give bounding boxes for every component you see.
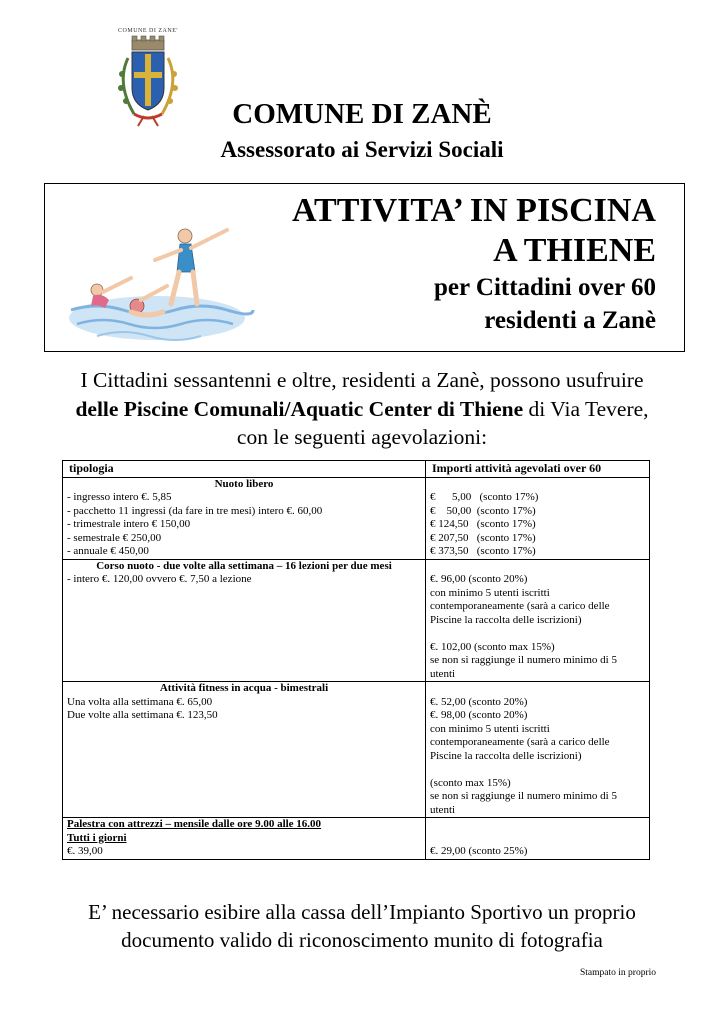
discount-line: utenti (430, 667, 456, 680)
discount-line: con minimo 5 utenti iscritti (430, 722, 550, 735)
section-right-cell (426, 818, 650, 860)
discount-line: (sconto max 15%) (430, 776, 511, 789)
discount-line: € 373,50 (sconto 17%) (430, 545, 536, 557)
price-line: - intero €. 120,00 ovvero €. 7,50 a lezione (67, 573, 252, 585)
section-left-cell (63, 559, 426, 682)
header-tipologia: tipologia (63, 461, 426, 478)
header-importi: Importi attività agevolati over 60 (426, 461, 650, 478)
price-line: €. 39,00 (67, 845, 103, 857)
table-row (63, 818, 650, 860)
discount-line: utenti (430, 803, 456, 816)
title-line-1: ATTIVITA’ IN PISCINA (292, 192, 656, 229)
section-right-cell (426, 559, 650, 682)
table-header-row (63, 461, 650, 478)
price-line: - semestrale € 250,00 (67, 531, 162, 544)
title-line-4: residenti a Zanè (484, 307, 656, 334)
discount-line: €. 102,00 (sconto max 15%) (430, 640, 555, 653)
section-title: Nuoto libero (214, 477, 274, 490)
intro-bold-venue: delle Piscine Comunali/Aquatic Center di Thiene (75, 396, 524, 421)
footer-notice: E’ necessario esibire alla cassa dell’Impianto Sportivo un proprio documento valido di riconoscimento munito di fotografia (88, 900, 636, 952)
discount-line: €. 29,00 (sconto 25%) (430, 845, 528, 857)
discount-line: € 124,50 (sconto 17%) (430, 518, 536, 530)
section-subtitle: Tutti i giorni (67, 831, 127, 844)
discount-line: contemporaneamente (sarà a carico delle (430, 736, 610, 748)
discount-line: €. 98,00 (sconto 20%) (430, 709, 528, 721)
section-title: Corso nuoto - due volte alla settimana – 16 lezioni per due mesi (96, 559, 392, 572)
crest-caption: COMUNE DI ZANE' (118, 28, 178, 34)
discount-line: € 50,00 (sconto 17%) (430, 504, 536, 517)
header-title: COMUNE DI ZANÈ (232, 98, 492, 130)
intro-text-1: I Cittadini sessantenni e oltre, residenti a Zanè, possono usufruire (80, 368, 644, 392)
section-left-cell (63, 682, 426, 818)
table-row (63, 477, 650, 559)
price-line: - pacchetto 11 ingressi (da fare in tre mesi) intero €. 60,00 (67, 504, 323, 517)
discount-line: se non si raggiunge il numero minimo di 5 (430, 654, 617, 666)
price-line: Una volta alla settimana €. 65,00 (67, 695, 213, 708)
discount-line: € 207,50 (sconto 17%) (430, 531, 536, 544)
section-right-cell (426, 682, 650, 818)
section-left-cell (63, 818, 426, 860)
intro-paragraph (60, 366, 664, 452)
price-table (62, 460, 650, 860)
section-left-cell (63, 477, 426, 559)
discount-line: contemporaneamente (sarà a carico delle (430, 600, 610, 612)
section-title: Attività fitness in acqua - bimestrali (159, 682, 329, 694)
price-line: Due volte alla settimana €. 123,50 (67, 709, 218, 721)
discount-line: €. 52,00 (sconto 20%) (430, 695, 528, 708)
title-box (44, 183, 685, 352)
price-line: - annuale € 450,00 (67, 545, 149, 557)
swimmers-illustration-icon (67, 200, 257, 345)
discount-line: €. 96,00 (sconto 20%) (430, 573, 528, 585)
discount-line: se non si raggiunge il numero minimo di 5 (430, 790, 617, 802)
discount-line: Piscine la raccolta delle iscrizioni) (430, 749, 582, 762)
header-subtitle: Assessorato ai Servizi Sociali (220, 137, 504, 162)
discount-line: Piscine la raccolta delle iscrizioni) (430, 613, 582, 626)
discount-line: € 5,00 (sconto 17%) (430, 491, 539, 503)
section-title: Palestra con attrezzi – mensile dalle ore 9.00 alle 16.00 (67, 818, 322, 830)
intro-text-2: di Via Tevere, con le seguenti agevolazioni: (236, 396, 649, 449)
table-row (63, 682, 650, 818)
title-line-2: A THIENE (493, 232, 656, 269)
price-line: - ingresso intero €. 5,85 (67, 491, 172, 503)
printed-note: Stampato in proprio (580, 968, 656, 978)
discount-line: con minimo 5 utenti iscritti (430, 586, 550, 599)
title-line-3: per Cittadini over 60 (434, 274, 656, 301)
table-row (63, 559, 650, 682)
section-right-cell (426, 477, 650, 559)
price-line: - trimestrale intero € 150,00 (67, 518, 191, 530)
